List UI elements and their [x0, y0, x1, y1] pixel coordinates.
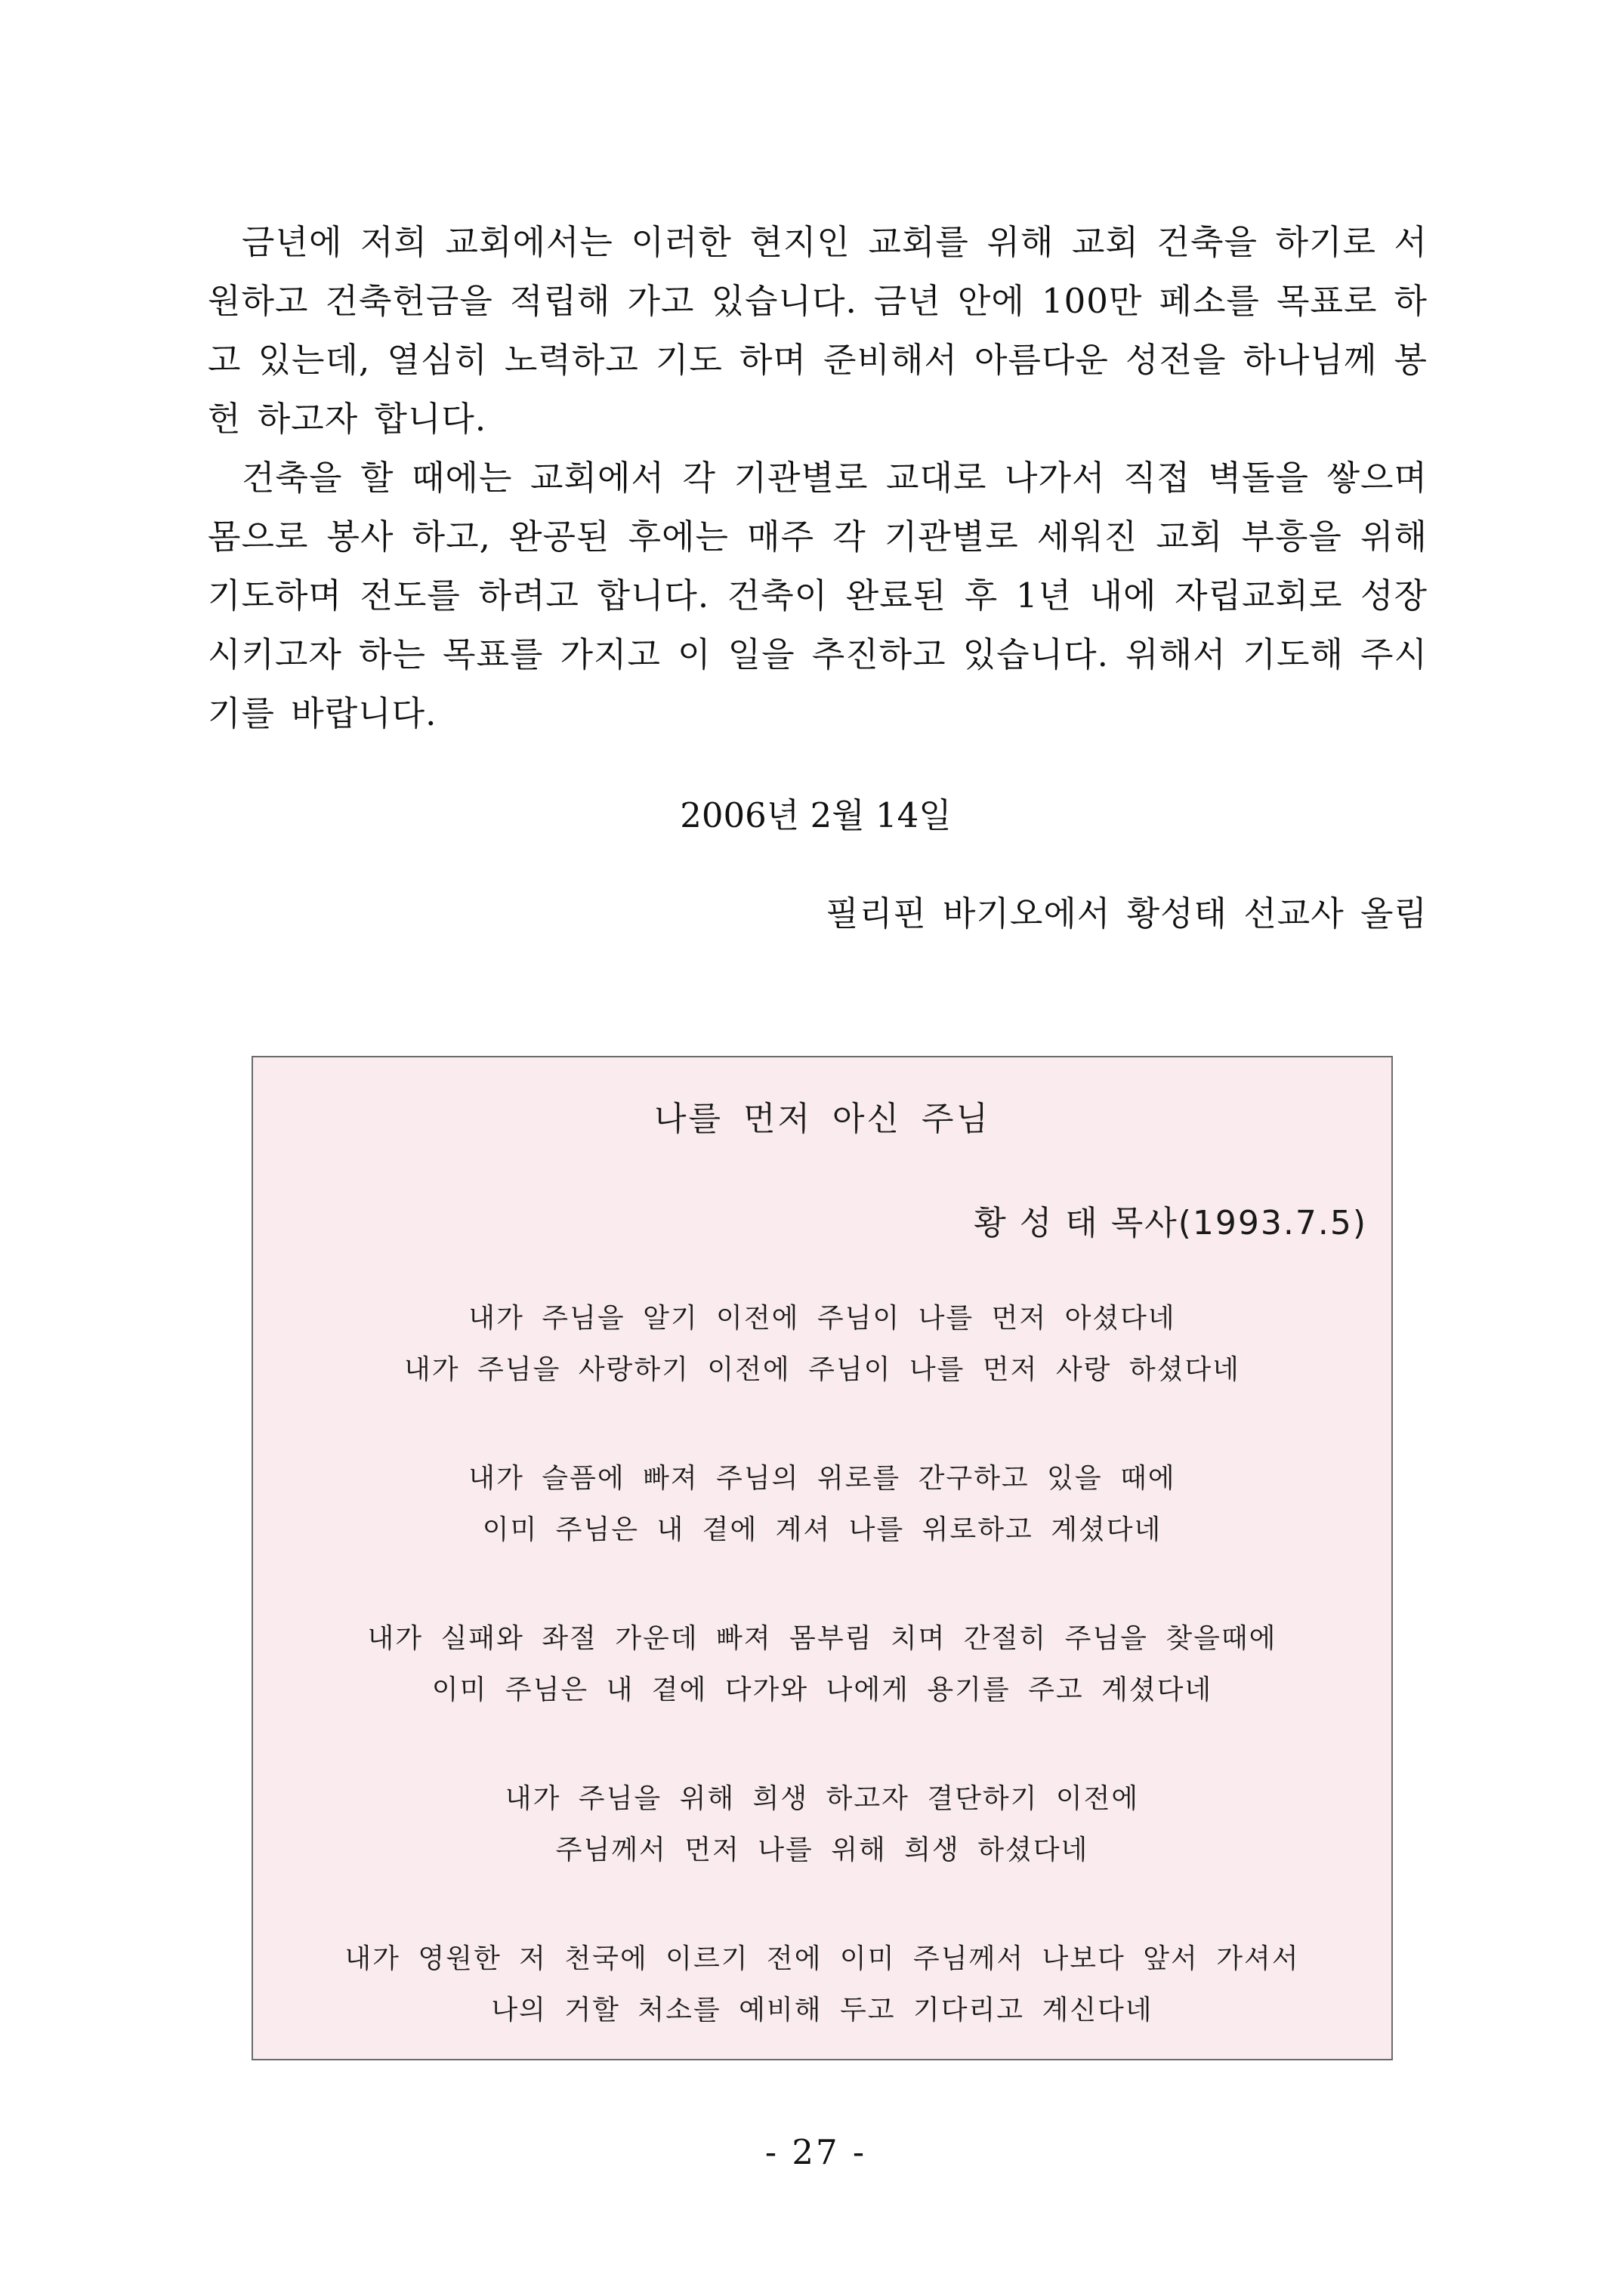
poem-box	[252, 1056, 1393, 2060]
poem-line: 주님께서 먼저 나를 위해 희생 하셨다네	[555, 1835, 1089, 1866]
poem-line: 내가 실패와 좌절 가운데 빠져 몸부림 치며 간절히 주님을 찾을때에	[367, 1623, 1277, 1654]
poem-line: 이미 주님은 내 곁에 계셔 나를 위로하고 계셨다네	[482, 1514, 1162, 1545]
poem-title: 나를 먼저 아신 주님	[654, 1100, 990, 1138]
poem-line: 내가 주님을 알기 이전에 주님이 나를 먼저 아셨다네	[468, 1303, 1176, 1334]
letter-signature: 필리핀 바기오에서 황성태 선교사 올림	[826, 893, 1428, 934]
letter-date: 2006년 2월 14일	[680, 795, 952, 835]
poem-stanza-1	[253, 1293, 1391, 1396]
page-number: - 27 -	[764, 2132, 867, 2172]
poem-line: 내가 주님을 위해 희생 하고자 결단하기 이전에	[505, 1783, 1140, 1814]
poem-author: 황 성 태 목사(1993.7.5)	[974, 1204, 1367, 1242]
paragraph-1: 금년에 저희 교회에서는 이러한 현지인 교회를 위해 교회 건축을 하기로 서원하고 건축헌금을 적립해 가고 있습니다. 금년 안에 100만 페소를 목표로 하고 있는데, 열심히 노력하고 기도 하며 준비해서 아름다운 성전을 하나님께 봉헌 하고자 합니다.	[208, 222, 1428, 439]
poem-stanza-5	[253, 1933, 1391, 2036]
paragraph-2: 건축을 할 때에는 교회에서 각 기관별로 교대로 나가서 직접 벽돌을 쌓으며 몸으로 봉사 하고, 완공된 후에는 매주 각 기관별로 세워진 교회 부흥을 위해 기도하며 전도를 하려고 합니다. 건축이 완료된 후 1년 내에 자립교회로 성장시키고자 하는 목표를 가지고 이 일을 추진하고 있습니다. 위해서 기도해 주시기를 바랍니다.	[208, 458, 1428, 733]
poem-stanza-2	[253, 1453, 1391, 1556]
poem-line: 내가 주님을 사랑하기 이전에 주님이 나를 먼저 사랑 하셨다네	[404, 1354, 1240, 1385]
poem-stanza-3	[253, 1613, 1391, 1716]
poem-body	[253, 1293, 1391, 2036]
poem-line: 이미 주님은 내 곁에 다가와 나에게 용기를 주고 계셨다네	[431, 1674, 1213, 1705]
poem-line: 나의 거할 처소를 예비해 두고 기다리고 계신다네	[491, 1995, 1153, 2026]
poem-line: 내가 슬픔에 빠져 주님의 위로를 간구하고 있을 때에	[468, 1463, 1176, 1494]
poem-stanza-4	[253, 1773, 1391, 1876]
poem-line: 내가 영원한 저 천국에 이르기 전에 이미 주님께서 나보다 앞서 가셔서	[344, 1943, 1300, 1974]
body-text	[208, 213, 1428, 743]
